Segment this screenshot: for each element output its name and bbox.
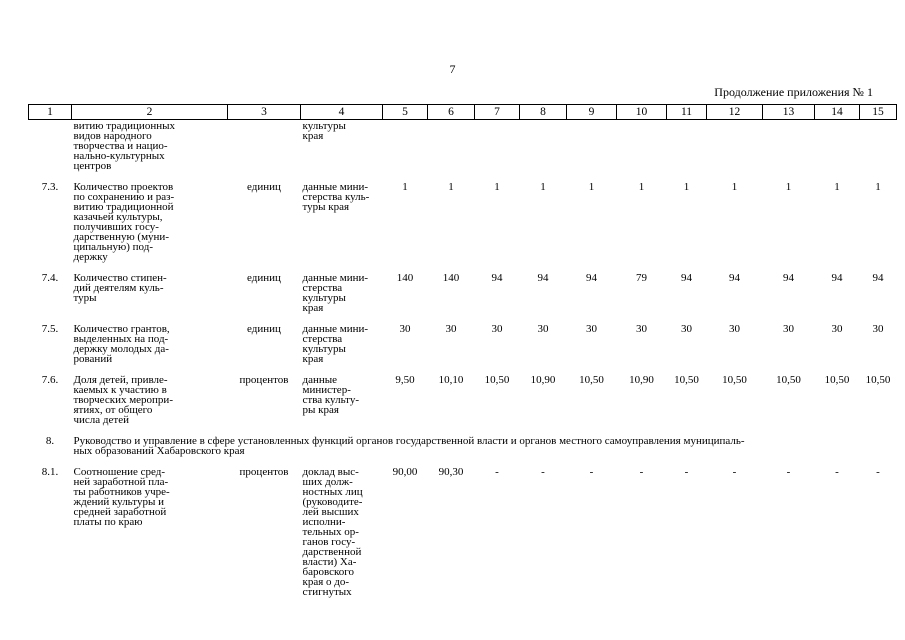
value-cell: 10,50 — [776, 374, 801, 386]
value-cell: 30 — [636, 323, 647, 335]
section-row — [29, 425, 897, 456]
value-cell — [428, 120, 475, 172]
column-header: 4 — [301, 105, 383, 120]
table-row — [29, 456, 897, 597]
row-number: 7.3. — [41, 181, 59, 193]
value-cell: 1 — [834, 181, 840, 193]
value-cell: 30 — [831, 323, 843, 335]
source-cell: данные мини- стерства культуры края — [302, 323, 369, 365]
value-cell: 94 — [831, 272, 843, 284]
section-title: Руководство и управление в сфере установленных функций органов государственной власти и органов местного самоуправления муниципаль- ных образований Хабаровского края — [73, 435, 745, 457]
indicator-name: Количество грантов, выделенных на под- держку молодых да- рований — [73, 323, 170, 365]
value-cell: 10,90 — [629, 374, 654, 386]
column-header: 2 — [72, 105, 228, 120]
unit-cell: единиц — [247, 272, 281, 284]
value-cell: 1 — [638, 181, 645, 193]
column-header: 8 — [520, 105, 567, 120]
table-row — [29, 364, 897, 425]
unit-cell: процентов — [239, 466, 289, 478]
value-cell: 10,90 — [530, 374, 556, 386]
value-cell: 30 — [586, 323, 597, 335]
indicator-name: Количество проектов по сохранению и раз- витию традиционной казачьей культуры, получивших госу- дарственную (муни- ципальную) под- держку — [73, 181, 175, 263]
unit-cell: процентов — [239, 374, 289, 386]
source-cell: данные мини- стерства куль- туры края — [302, 181, 370, 213]
column-header: 7 — [475, 105, 520, 120]
value-cell: 94 — [491, 272, 503, 284]
indicator-name: витию традиционных видов народного творчества и нацио- нально-культурных центров — [73, 120, 175, 172]
section-number: 8. — [45, 435, 55, 447]
indicators-table — [28, 104, 897, 597]
value-cell: 94 — [783, 272, 794, 284]
value-cell — [763, 120, 815, 172]
value-cell: 1 — [588, 181, 595, 193]
unit-cell: единиц — [247, 323, 281, 335]
value-cell: - — [589, 466, 594, 478]
value-cell: - — [639, 466, 644, 478]
value-cell: 10,50 — [824, 374, 850, 386]
source-cell: данные министер- ства культу- ры края — [302, 374, 359, 416]
value-cell — [383, 120, 428, 172]
row-number: 7.5. — [41, 323, 59, 335]
value-cell: 94 — [586, 272, 597, 284]
value-cell: - — [786, 466, 791, 478]
value-cell: 10,50 — [674, 374, 699, 386]
value-cell: 90,30 — [438, 466, 464, 478]
value-cell: - — [684, 466, 689, 478]
column-header: 11 — [667, 105, 707, 120]
column-header: 3 — [228, 105, 301, 120]
column-header: 15 — [860, 105, 897, 120]
table-row — [29, 171, 897, 262]
table-row — [29, 313, 897, 364]
value-cell: - — [495, 466, 499, 478]
value-cell: 30 — [681, 323, 692, 335]
row-number: 7.4. — [41, 272, 59, 284]
value-cell — [617, 120, 667, 172]
value-cell — [815, 120, 860, 172]
value-cell: 10,50 — [484, 374, 510, 386]
value-cell — [667, 120, 707, 172]
column-header: 14 — [815, 105, 860, 120]
unit-cell — [228, 120, 301, 172]
table-row — [29, 120, 897, 172]
column-header: 1 — [29, 105, 72, 120]
column-header: 12 — [707, 105, 763, 120]
value-cell: 1 — [448, 181, 454, 193]
table-row — [29, 262, 897, 313]
value-cell: 1 — [402, 181, 408, 193]
source-cell: доклад выс- ших долж- ностных лиц (руководите- лей высших исполни- тельных ор- ганов госу- дарственной власти) Ха- баровского края о до- стигнутых — [302, 466, 363, 598]
value-cell — [567, 120, 617, 172]
value-cell: 9,50 — [395, 374, 415, 386]
column-header: 6 — [428, 105, 475, 120]
value-cell: 1 — [785, 181, 792, 193]
value-cell: 30 — [445, 323, 457, 335]
value-cell: 140 — [396, 272, 414, 284]
indicator-name: Количество стипен- дий деятелям куль- туры — [73, 272, 167, 304]
value-cell: - — [835, 466, 839, 478]
unit-cell: единиц — [247, 181, 281, 193]
continuation-label: Продолжение приложения № 1 — [714, 85, 873, 99]
page-number: 7 — [449, 62, 456, 76]
value-cell: - — [732, 466, 737, 478]
indicator-name: Доля детей, привле- каемых к участию в творческих меропри- ятиях, от общего числа детей — [73, 374, 173, 426]
column-header: 9 — [567, 105, 617, 120]
value-cell: 30 — [491, 323, 503, 335]
value-cell: 79 — [636, 272, 647, 284]
table-header-row — [29, 105, 897, 120]
value-cell: 30 — [872, 323, 884, 335]
value-cell — [860, 120, 897, 172]
source-cell: данные мини- стерства культуры края — [302, 272, 369, 314]
value-cell: 30 — [537, 323, 549, 335]
value-cell: 94 — [537, 272, 549, 284]
value-cell: 94 — [729, 272, 740, 284]
value-cell — [520, 120, 567, 172]
value-cell — [475, 120, 520, 172]
row-number: 7.6. — [41, 374, 59, 386]
value-cell: 30 — [729, 323, 740, 335]
source-cell: культуры края — [302, 120, 346, 142]
value-cell — [707, 120, 763, 172]
value-cell: 1 — [683, 181, 690, 193]
value-cell: 1 — [494, 181, 500, 193]
value-cell: 1 — [875, 181, 881, 193]
row-number — [29, 120, 72, 172]
value-cell: 10,50 — [722, 374, 747, 386]
value-cell: 94 — [872, 272, 884, 284]
column-header: 13 — [763, 105, 815, 120]
value-cell: 1 — [731, 181, 738, 193]
value-cell: 10,10 — [438, 374, 464, 386]
value-cell: 140 — [442, 272, 460, 284]
value-cell: 1 — [540, 181, 546, 193]
value-cell: - — [541, 466, 545, 478]
value-cell: - — [876, 466, 880, 478]
indicator-name: Соотношение сред- ней заработной пла- ты работников учре- ждений культуры и средней заработной платы по краю — [73, 466, 170, 528]
column-header: 10 — [617, 105, 667, 120]
value-cell: 30 — [399, 323, 411, 335]
value-cell: 30 — [783, 323, 794, 335]
value-cell: 94 — [681, 272, 692, 284]
row-number: 8.1. — [41, 466, 59, 478]
column-header: 5 — [383, 105, 428, 120]
value-cell: 10,50 — [865, 374, 891, 386]
value-cell: 90,00 — [392, 466, 418, 478]
value-cell: 10,50 — [579, 374, 604, 386]
